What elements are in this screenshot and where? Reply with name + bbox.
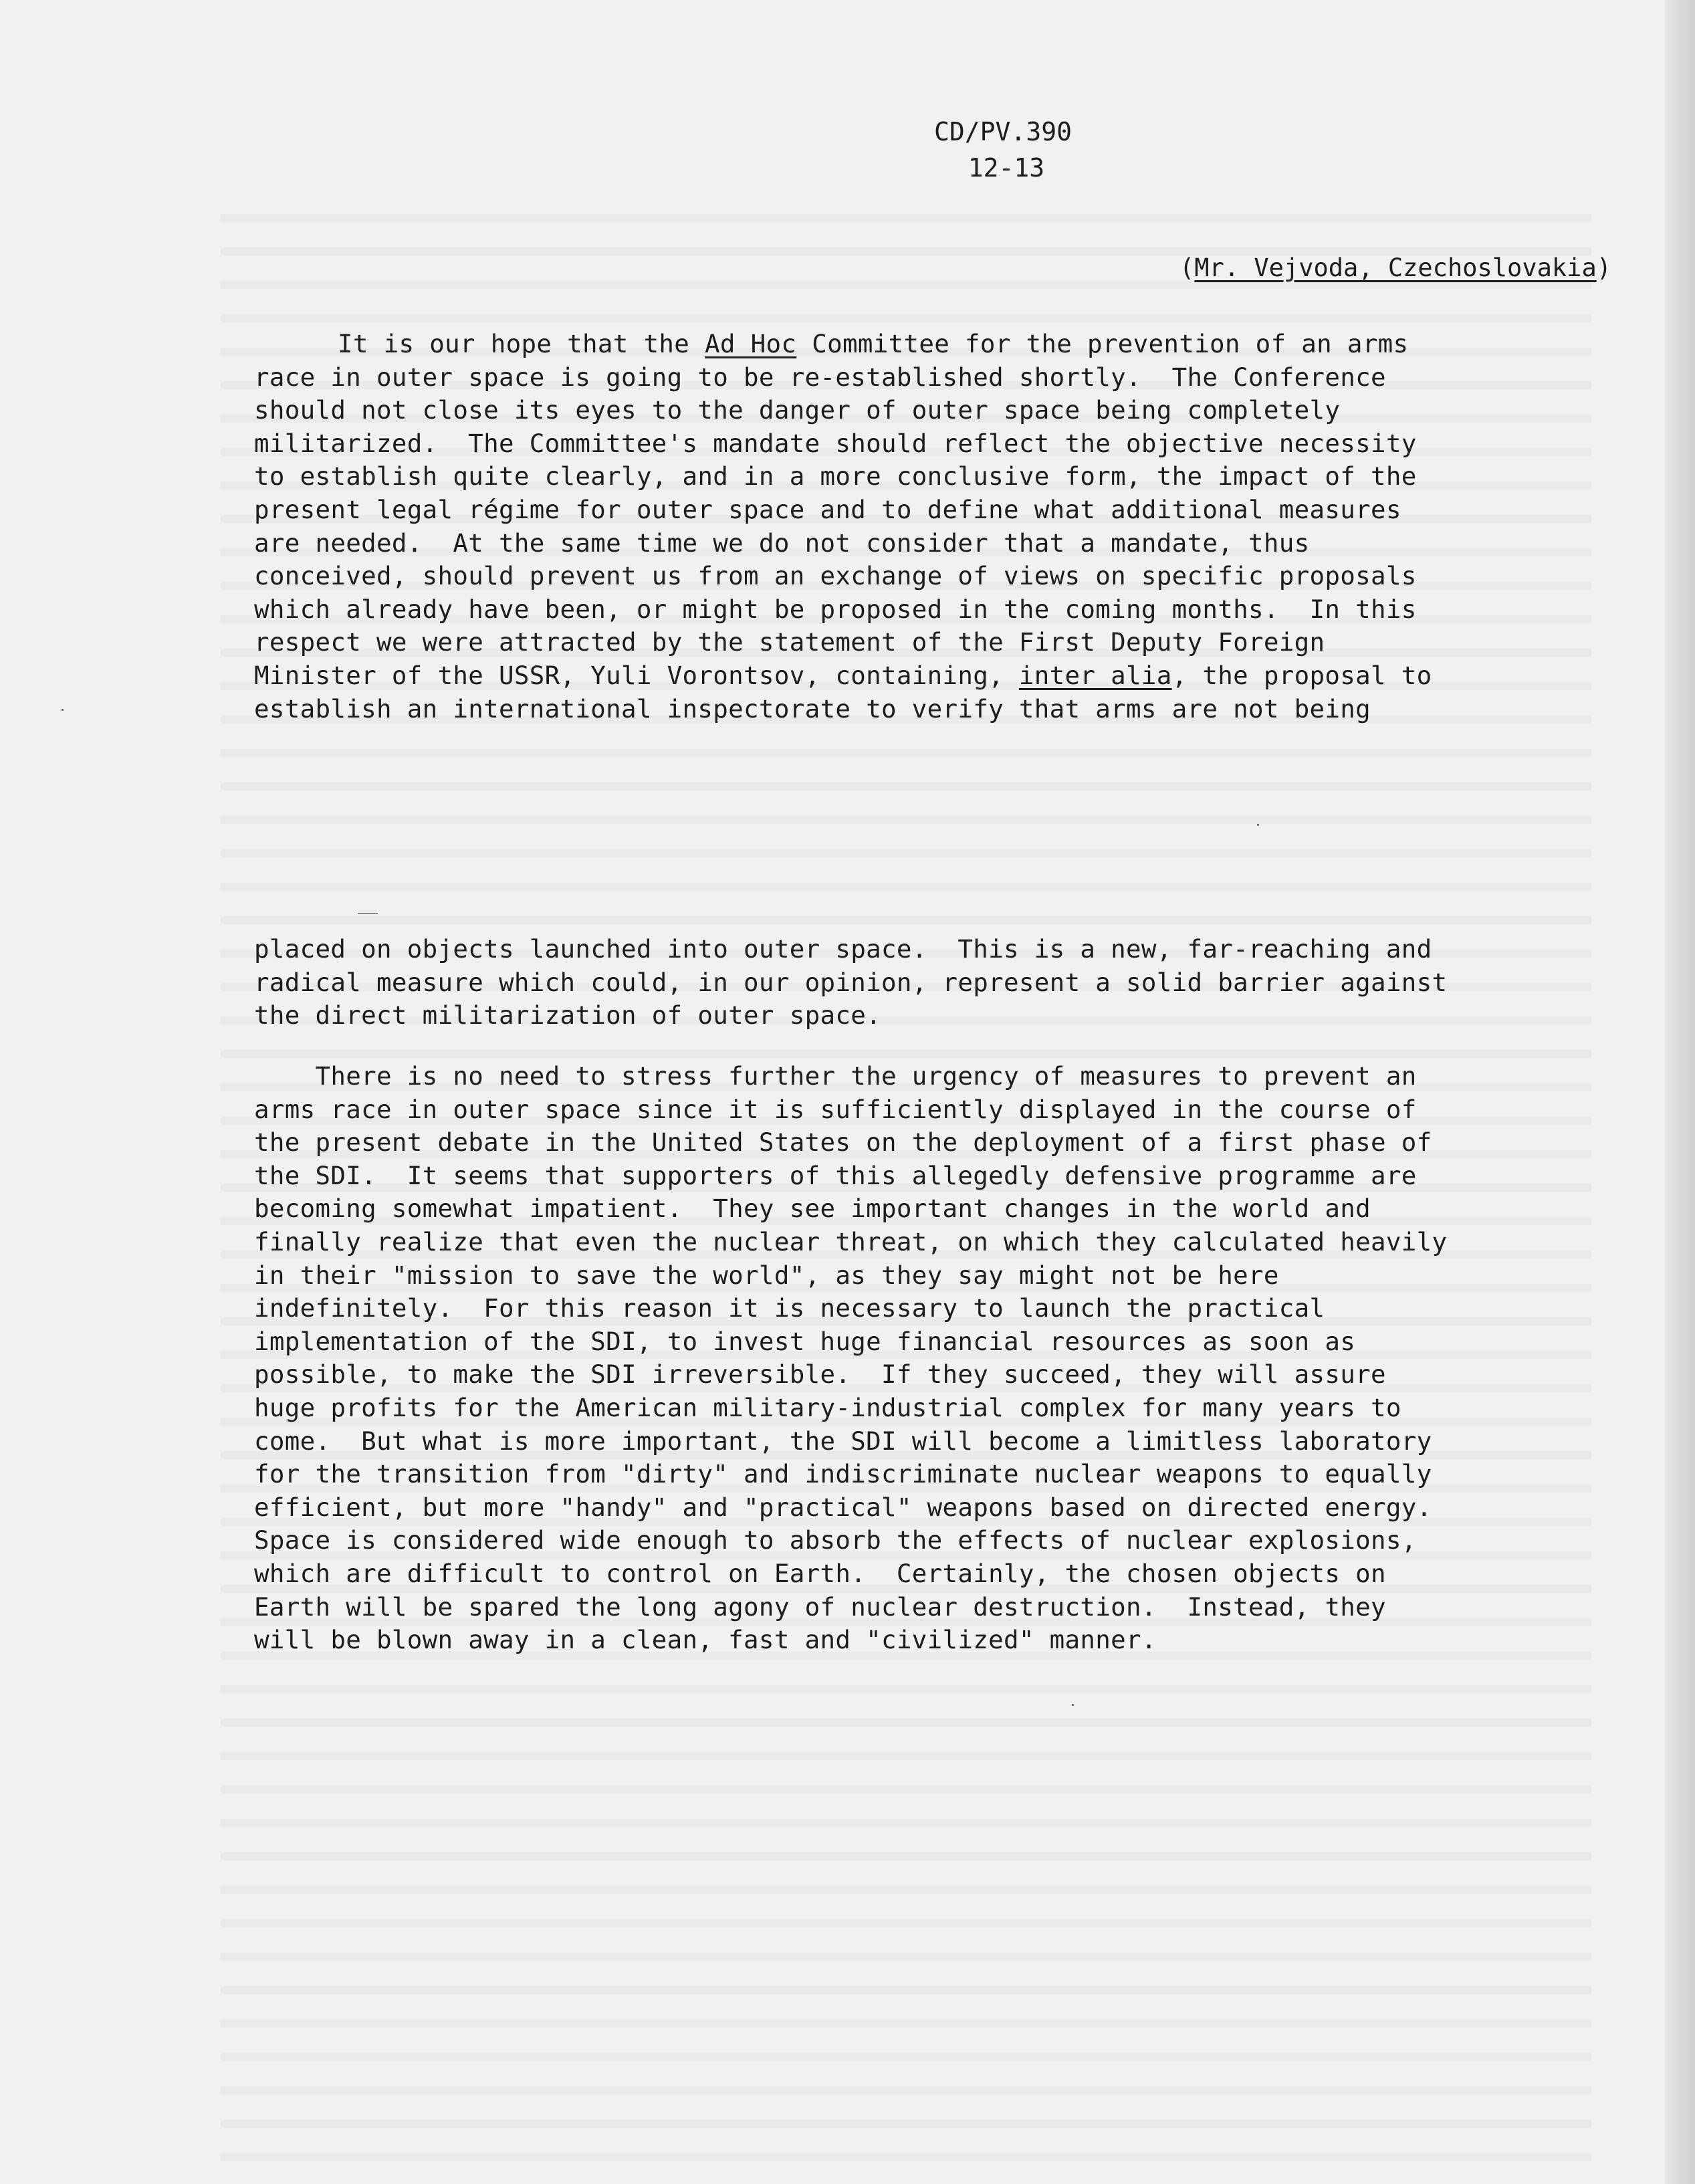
speaker-attribution	[1117, 251, 1611, 285]
paragraph-line: the SDI. It seems that supporters of this allegedly defensive programme are	[254, 1160, 1417, 1190]
paragraph-line: implementation of the SDI, to invest huge financial resources as soon as	[254, 1326, 1356, 1356]
paragraph-line: race in outer space is going to be re-established shortly. The Conference	[254, 362, 1386, 392]
speaker-close-paren: )	[1596, 253, 1611, 282]
paragraph-line: which are difficult to control on Earth. Certainly, the chosen objects on	[254, 1558, 1386, 1588]
paragraph-line: becoming somewhat impatient. They see important changes in the world and	[254, 1194, 1371, 1224]
text-run: Minister of the USSR, Yuli Vorontsov, containing,	[254, 660, 1019, 690]
paragraph-line: Earth will be spared the long agony of nuclear destruction. Instead, they	[254, 1592, 1386, 1622]
paragraph-line: which already have been, or might be proposed in the coming months. In this	[254, 594, 1417, 624]
paragraph-sdi-urgency	[254, 1060, 1447, 1657]
paragraph-line: will be blown away in a clean, fast and "civilized" manner.	[254, 1625, 1157, 1655]
paragraph-line: militarized. The Committee's mandate should reflect the objective necessity	[254, 428, 1417, 458]
paragraph-line: Space is considered wide enough to absorb the effects of nuclear explosions,	[254, 1525, 1417, 1555]
page-numbers: 12-13	[968, 153, 1045, 183]
paragraph-line	[254, 659, 1432, 693]
paragraph-line: in their "mission to save the world", as they say might not be here	[254, 1260, 1279, 1290]
paragraph-line: are needed. At the same time we do not consider that a mandate, thus	[254, 528, 1310, 558]
text-run: It is our hope that the	[338, 329, 705, 358]
text-run: Committee for the prevention of an arms	[796, 329, 1409, 358]
paragraph-line: There is no need to stress further the urgency of measures to prevent an	[254, 1061, 1417, 1091]
paragraph-line: respect we were attracted by the statement of the First Deputy Foreign	[254, 627, 1325, 657]
paragraph-line: to establish quite clearly, and in a more conclusive form, the impact of the	[254, 461, 1417, 492]
paragraph-line: arms race in outer space since it is sufficiently displayed in the course of	[254, 1094, 1417, 1124]
paragraph-line: should not close its eyes to the danger of outer space being completely	[254, 395, 1341, 425]
page-edge-shadow	[1665, 0, 1695, 2184]
underlined-term-ad-hoc: Ad Hoc	[705, 329, 797, 358]
underlined-term-inter-alia: inter alia	[1018, 660, 1172, 690]
paragraph-line: indefinitely. For this reason it is necessary to launch the practical	[254, 1293, 1325, 1323]
document-symbol: CD/PV.390	[934, 117, 1072, 146]
paragraph-inspectorate-continuation	[254, 933, 1447, 1032]
paragraph-line: radical measure which could, in our opinion, represent a solid barrier against	[254, 967, 1448, 997]
paragraph-line: the direct militarization of outer space.	[254, 1000, 881, 1030]
paragraph-line: huge profits for the American military-industrial complex for many years to	[254, 1392, 1401, 1422]
paragraph-line: finally realize that even the nuclear threat, on which they calculated heavily	[254, 1226, 1448, 1257]
paragraph-line: the present debate in the United States on the deployment of a first phase of	[254, 1127, 1432, 1158]
paragraph-line	[338, 328, 1432, 361]
text-run: , the proposal to	[1171, 660, 1432, 690]
paragraph-line: placed on objects launched into outer space. This is a new, far-reaching and	[254, 934, 1432, 964]
paragraph-line: establish an international inspectorate to verify that arms are not being	[254, 693, 1371, 724]
speaker-name: Mr. Vejvoda, Czechoslovakia	[1194, 253, 1597, 282]
paragraph-line: present legal régime for outer space and to define what additional measures	[254, 494, 1401, 524]
document-header	[816, 114, 1190, 186]
speaker-open-paren: (	[1179, 253, 1195, 282]
paragraph-ad-hoc-committee	[254, 328, 1432, 726]
scan-speck	[1072, 1704, 1074, 1706]
paragraph-line: come. But what is more important, the SDI will become a limitless laboratory	[254, 1426, 1432, 1456]
scan-speck	[1257, 824, 1259, 826]
scan-speck	[358, 913, 378, 914]
paragraph-line: conceived, should prevent us from an exchange of views on specific proposals	[254, 561, 1417, 591]
paragraph-line: efficient, but more "handy" and "practical" weapons based on directed energy.	[254, 1492, 1432, 1522]
paragraph-line: for the transition from "dirty" and indiscriminate nuclear weapons to equally	[254, 1459, 1432, 1489]
scan-speck	[62, 709, 64, 711]
paragraph-line: possible, to make the SDI irreversible. If they succeed, they will assure	[254, 1359, 1386, 1390]
